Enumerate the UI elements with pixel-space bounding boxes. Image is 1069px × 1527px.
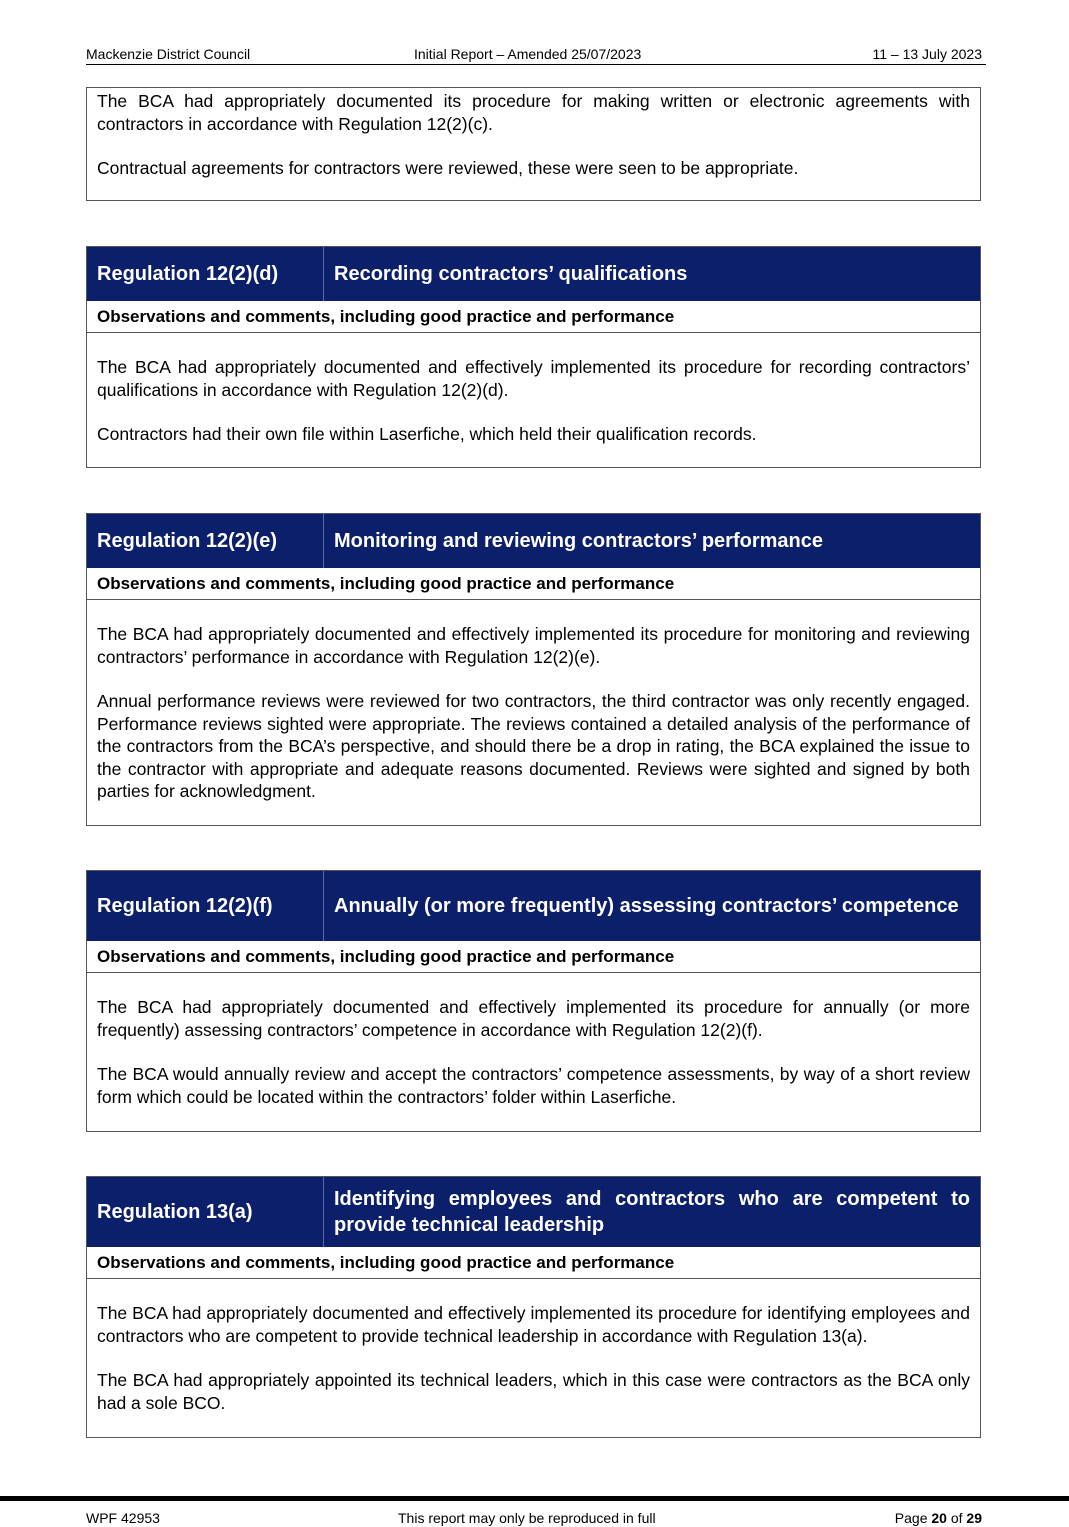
regulation-title: Recording contractors’ qualifications	[334, 263, 688, 285]
section-regulation-13-a	[86, 1176, 981, 1438]
observations-label: Observations and comments, including good practice and performance	[87, 568, 980, 600]
observations-label: Observations and comments, including good practice and performance	[87, 301, 980, 333]
observations-label: Observations and comments, including good practice and performance	[87, 1247, 980, 1279]
regulation-title: Monitoring and reviewing contractors’ performance	[334, 530, 823, 552]
section-body	[87, 973, 980, 1108]
section-regulation-12-2-d	[86, 246, 981, 468]
header-report-title: Initial Report – Amended 25/07/2023	[414, 46, 642, 62]
regulation-number: Regulation 12(2)(d)	[87, 247, 324, 301]
section-header	[87, 871, 980, 941]
section-paragraph-1: The BCA had appropriately documented and effectively implemented its procedure for identifying employees and contractors who are competent to provide technical leadership in accordance with Regulation 13(a).	[97, 1303, 970, 1346]
section-header	[87, 1177, 980, 1247]
section-paragraph-2: Contractors had their own file within Laserfiche, which held their qualification records.	[97, 424, 757, 444]
footer-reference: WPF 42953	[86, 1510, 160, 1526]
section-paragraph-1: The BCA had appropriately documented and effectively implemented its procedure for monitoring and reviewing contractors’ performance in accordance with Regulation 12(2)(e).	[97, 624, 970, 667]
page-of: of	[946, 1510, 967, 1526]
page-prefix: Page	[894, 1510, 932, 1526]
section-body	[87, 333, 980, 446]
section-paragraph-2: The BCA had appropriately appointed its technical leaders, which in this case were contractors as the BCA only had a sole BCO.	[97, 1370, 970, 1413]
section-paragraph-1: The BCA had appropriately documented and effectively implemented its procedure for annually (or more frequently) assessing contractors’ competence in accordance with Regulation 12(2)(f).	[97, 997, 970, 1040]
section-paragraph-2: Annual performance reviews were reviewed for two contractors, the third contractor was only recently engaged. Performance reviews sighted were appropriate. The reviews contained a detailed analysis of the performance of the contractors from the BCA’s perspective, and should there be a drop in rating, the BCA explained the issue to the contractor with appropriate and adequate reasons documented. Reviews were sighted and signed by both parties for acknowledgment.	[97, 691, 970, 801]
observations-label: Observations and comments, including good practice and performance	[87, 941, 980, 973]
page-header	[86, 46, 986, 65]
section-body	[87, 600, 980, 803]
header-organisation: Mackenzie District Council	[86, 46, 251, 62]
section-body	[87, 1279, 980, 1414]
total-pages: 29	[966, 1510, 982, 1526]
footer-notice: This report may only be reproduced in full	[398, 1510, 656, 1526]
regulation-number: Regulation 12(2)(f)	[87, 871, 324, 941]
regulation-title: Annually (or more frequently) assessing contractors’ competence	[334, 895, 959, 917]
section-regulation-12-2-f	[86, 870, 981, 1132]
page-footer	[0, 1496, 1069, 1526]
continued-section	[86, 87, 981, 201]
footer-page-number	[895, 1510, 982, 1526]
continued-paragraph-2: Contractual agreements for contractors were reviewed, these were seen to be appropriate.	[97, 158, 799, 178]
current-page: 20	[931, 1510, 947, 1526]
section-header	[87, 247, 980, 301]
section-paragraph-2: The BCA would annually review and accept the contractors’ competence assessments, by way of a short review form which could be located within the contractors’ folder within Laserfiche.	[97, 1064, 970, 1107]
section-header	[87, 514, 980, 568]
section-regulation-12-2-e	[86, 513, 981, 826]
header-dates: 11 – 13 July 2023	[872, 46, 982, 62]
regulation-number: Regulation 12(2)(e)	[87, 514, 324, 568]
regulation-number: Regulation 13(a)	[87, 1177, 324, 1247]
section-paragraph-1: The BCA had appropriately documented and effectively implemented its procedure for recording contractors’ qualifications in accordance with Regulation 12(2)(d).	[97, 357, 970, 400]
continued-paragraph-1: The BCA had appropriately documented its procedure for making written or electronic agreements with contractors in accordance with Regulation 12(2)(c).	[97, 91, 970, 134]
regulation-title: Identifying employees and contractors who are competent to provide technical leadership	[334, 1188, 970, 1236]
